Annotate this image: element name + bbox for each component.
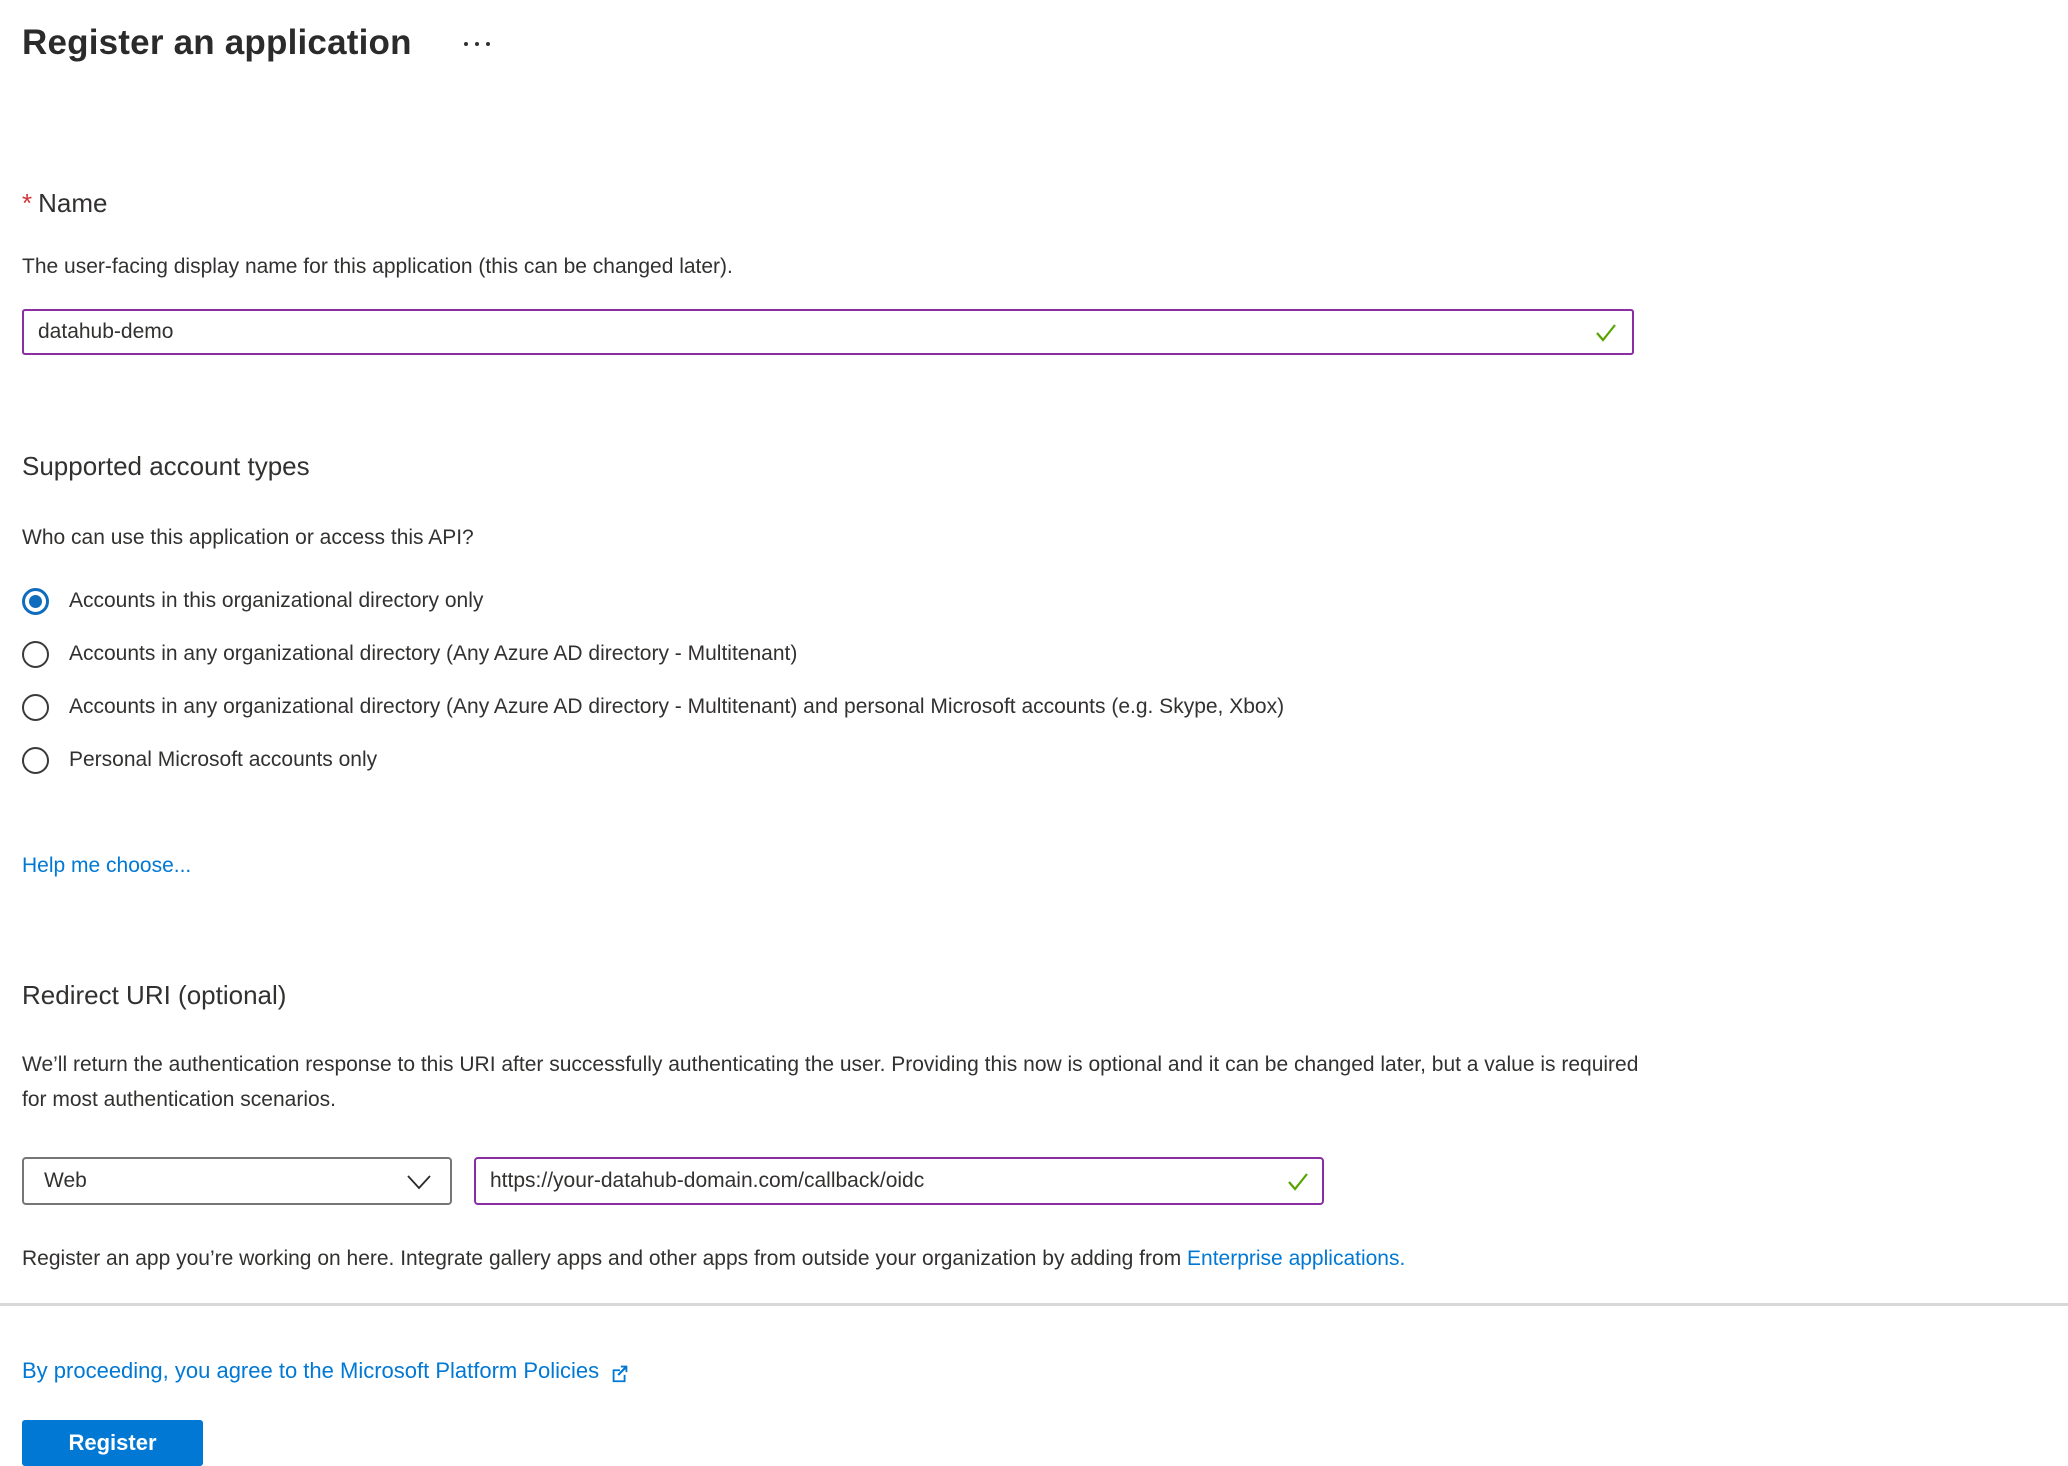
name-description: The user-facing display name for this application (this can be changed later). — [22, 255, 733, 278]
valid-check-icon — [1594, 320, 1618, 344]
radio-button-icon[interactable] — [22, 694, 49, 721]
radio-button-icon[interactable] — [22, 588, 49, 615]
redirect-uri-heading: Redirect URI (optional) — [22, 980, 287, 1010]
register-button[interactable]: Register — [22, 1420, 203, 1466]
account-types-radio-group — [22, 586, 2068, 775]
required-asterisk: * — [22, 188, 33, 218]
radio-option-label: Accounts in any organizational directory (Any Azure AD directory - Multitenant) — [69, 642, 798, 665]
name-label — [22, 188, 2068, 219]
more-dot — [464, 42, 468, 46]
enterprise-apps-note-text: Register an app you’re working on here. Integrate gallery apps and other apps from outside your organization by adding from — [22, 1247, 1188, 1270]
redirect-uri-controls — [22, 1157, 2068, 1205]
platform-selected-value: Web — [44, 1169, 87, 1192]
chevron-down-icon — [406, 1172, 432, 1192]
radio-option-multitenant-personal[interactable] — [22, 692, 2068, 722]
redirect-uri-input[interactable] — [474, 1157, 1324, 1205]
platform-select-dropdown[interactable] — [22, 1157, 452, 1205]
radio-button-icon[interactable] — [22, 641, 49, 668]
radio-button-icon[interactable] — [22, 747, 49, 774]
radio-option-personal-only[interactable] — [22, 745, 2068, 775]
external-link-icon — [609, 1362, 631, 1384]
more-dot — [486, 42, 490, 46]
valid-check-icon — [1286, 1169, 1310, 1193]
name-input-container — [22, 309, 1634, 355]
radio-option-label: Personal Microsoft accounts only — [69, 748, 378, 771]
page-header — [22, 14, 2068, 72]
redirect-uri-description: We’ll return the authentication response to this URI after successfully authenticating the user. Providing this now is optional and it can be changed later, but a value is required for most authentication scenarios. — [22, 1053, 1639, 1111]
enterprise-apps-note — [22, 1247, 2068, 1271]
radio-option-label: Accounts in this organizational directory only — [69, 589, 484, 612]
radio-option-single-tenant[interactable] — [22, 586, 2068, 616]
account-types-question: Who can use this application or access this API? — [22, 526, 474, 549]
name-label-text: Name — [38, 188, 108, 218]
platform-policies-link[interactable]: By proceeding, you agree to the Microsoft Platform Policies — [22, 1358, 600, 1383]
help-me-choose-link[interactable]: Help me choose... — [22, 854, 192, 877]
account-types-heading: Supported account types — [22, 451, 310, 481]
redirect-uri-input-container — [474, 1157, 1324, 1205]
more-dot — [475, 42, 479, 46]
radio-option-multitenant[interactable] — [22, 639, 2068, 669]
platform-policies-line — [22, 1358, 631, 1384]
name-input[interactable] — [22, 309, 1634, 355]
enterprise-applications-link[interactable]: Enterprise applications. — [1187, 1247, 1406, 1270]
more-options-icon[interactable] — [458, 36, 496, 52]
radio-option-label: Accounts in any organizational directory (Any Azure AD directory - Multitenant) and personal Microsoft accounts (e.g. Skype, Xbox) — [69, 695, 1285, 718]
page-title: Register an application — [22, 23, 412, 62]
